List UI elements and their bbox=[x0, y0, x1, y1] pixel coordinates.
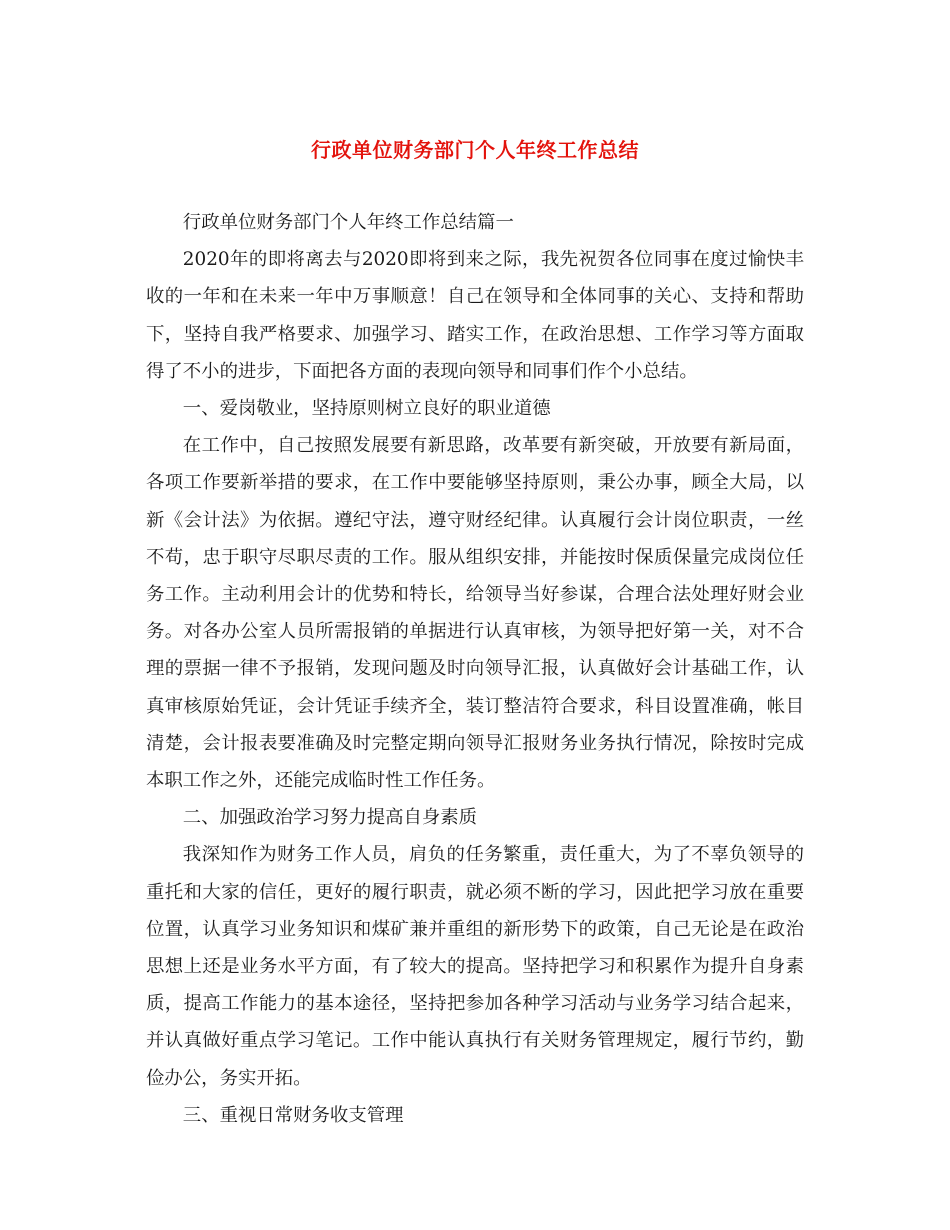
paragraph-section-1: 在工作中，自己按照发展要有新思路，改革要有新突破，开放要有新局面，各项工作要新举措的要求，在工作中要能够坚持原则，秉公办事，顾全大局，以新《会计法》为依据。遵纪守法，遵守财经纪律。认真履行会计岗位职责，一丝不苟，忠于职守尽职尽责的工作。服从组织安排，并能按时保质保量完成岗位任务工作。主动利用会计的优势和特长，给领导当好参谋，合理合法处理好财会业务。对各办公室人员所需报销的单据进行认真审核，为领导把好第一关，对不合理的票据一律不予报销，发现问题及时向领导汇报，认真做好会计基础工作，认真审核原始凭证，会计凭证手续齐全，装订整洁符合要求，科目设置准确，帐目清楚，会计报表要准确及时完整定期向领导汇报财务业务执行情况，除按时完成本职工作之外，还能完成临时性工作任务。 bbox=[146, 435, 804, 792]
section-heading-3: 三、重视日常财务收支管理 bbox=[182, 1104, 404, 1126]
section-heading-1: 一、爱岗敬业，坚持原则树立良好的职业道德 bbox=[182, 398, 551, 420]
section-heading-2: 二、加强政治学习努力提高自身素质 bbox=[182, 807, 478, 829]
document-body bbox=[146, 204, 804, 1134]
document-title: 行政单位财务部门个人年终工作总结 bbox=[311, 138, 639, 162]
paragraph-section-2: 我深知作为财务工作人员，肩负的任务繁重，责任重大，为了不辜负领导的重托和大家的信任，更好的履行职责，就必须不断的学习，因此把学习放在重要位置，认真学习业务知识和煤矿兼并重组的新形势下的政策，自己无论是在政治思想上还是业务水平方面，有了较大的提高。坚持把学习和积累作为提升自身素质，提高工作能力的基本途径，坚持把参加各种学习活动与业务学习结合起来，并认真做好重点学习笔记。工作中能认真执行有关财务管理规定，履行节约，勤俭办公，务实开拓。 bbox=[146, 844, 804, 1089]
paragraph-heading: 行政单位财务部门个人年终工作总结篇一 bbox=[182, 212, 514, 233]
paragraph-intro: 2020年的即将离去与2020即将到来之际，我先祝贺各位同事在度过愉快丰收的一年和在未来一年中万事顺意！自己在领导和全体同事的关心、支持和帮助下，坚持自我严格要求、加强学习、踏实工作，在政治思想、工作学习等方面取得了不小的进步，下面把各方面的表现向领导和同事们作个小总结。 bbox=[146, 249, 804, 382]
